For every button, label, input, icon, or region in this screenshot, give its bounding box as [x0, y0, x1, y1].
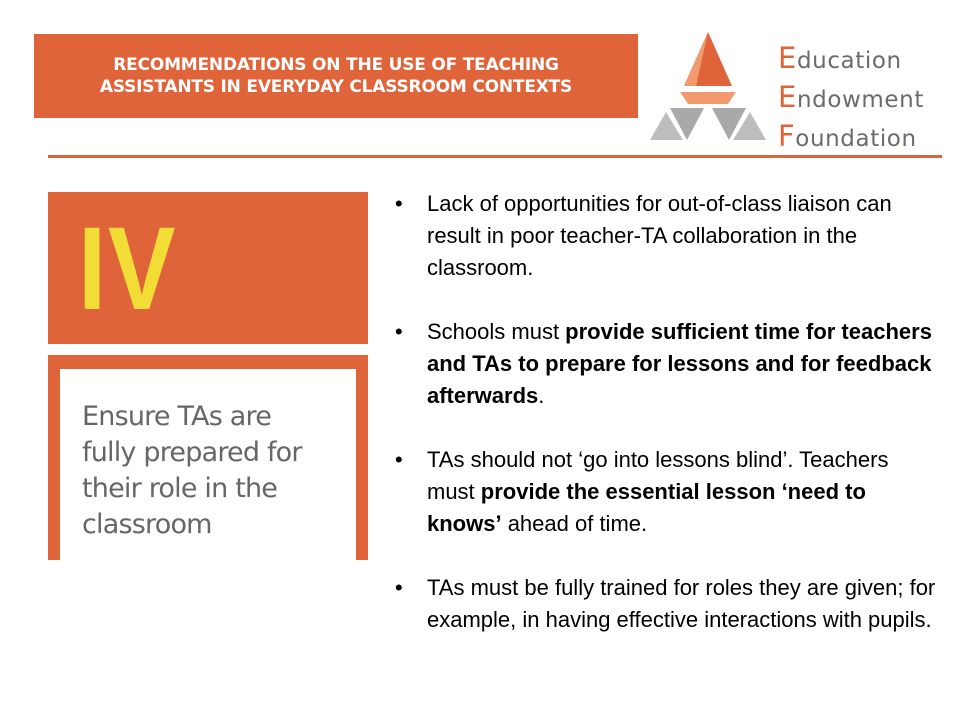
logo-word-education: Education	[778, 41, 902, 75]
bullet-marker: •	[395, 575, 403, 600]
bullet-emphasis: provide sufficient time for teachers and TAs to prepare for lessons and for feedback afterwards	[427, 319, 932, 408]
header-banner	[34, 34, 638, 118]
banner-line-1: RECOMMENDATIONS ON THE USE OF TEACHING	[113, 55, 559, 75]
bullet-list	[395, 188, 940, 668]
recommendation-number-card	[48, 192, 368, 344]
bullet-text: TAs should not ‘go into lessons blind’. Teachers must provide the essential lesson ‘need to knows’ ahead of time.	[427, 447, 889, 536]
bullet-emphasis: provide the essential lesson ‘need to knows’	[427, 479, 866, 536]
recommendation-numeral: IV	[78, 203, 178, 335]
recommendation-title-panel	[60, 369, 356, 560]
bullet-marker: •	[395, 447, 403, 472]
bullet-item	[395, 188, 940, 284]
eef-logo-mark	[650, 32, 766, 142]
bullet-item	[395, 572, 940, 636]
logo-middle-band	[680, 92, 736, 104]
header-divider	[48, 155, 942, 158]
recommendation-title-card	[48, 355, 368, 560]
bullet-marker: •	[395, 319, 403, 344]
logo-word-endowment: Endowment	[778, 80, 924, 114]
bullet-text: Lack of opportunities for out-of-class liaison can result in poor teacher-TA collaboration in the classroom.	[427, 191, 892, 280]
bullet-text: TAs must be fully trained for roles they are given; for example, in having effective interactions with pupils.	[427, 575, 936, 632]
bullet-item	[395, 316, 940, 412]
bullet-text: Schools must provide sufficient time for teachers and TAs to prepare for lessons and for feedback afterwards.	[427, 319, 932, 408]
bullet-marker: •	[395, 191, 403, 216]
recommendation-title: Ensure TAs are fully prepared for their role in the classroom	[82, 401, 302, 540]
bullet-item	[395, 444, 940, 540]
logo-word-foundation: Foundation	[778, 119, 917, 153]
eef-logo-text	[778, 40, 924, 157]
banner-line-2: ASSISTANTS IN EVERYDAY CLASSROOM CONTEXTS	[99, 77, 573, 97]
